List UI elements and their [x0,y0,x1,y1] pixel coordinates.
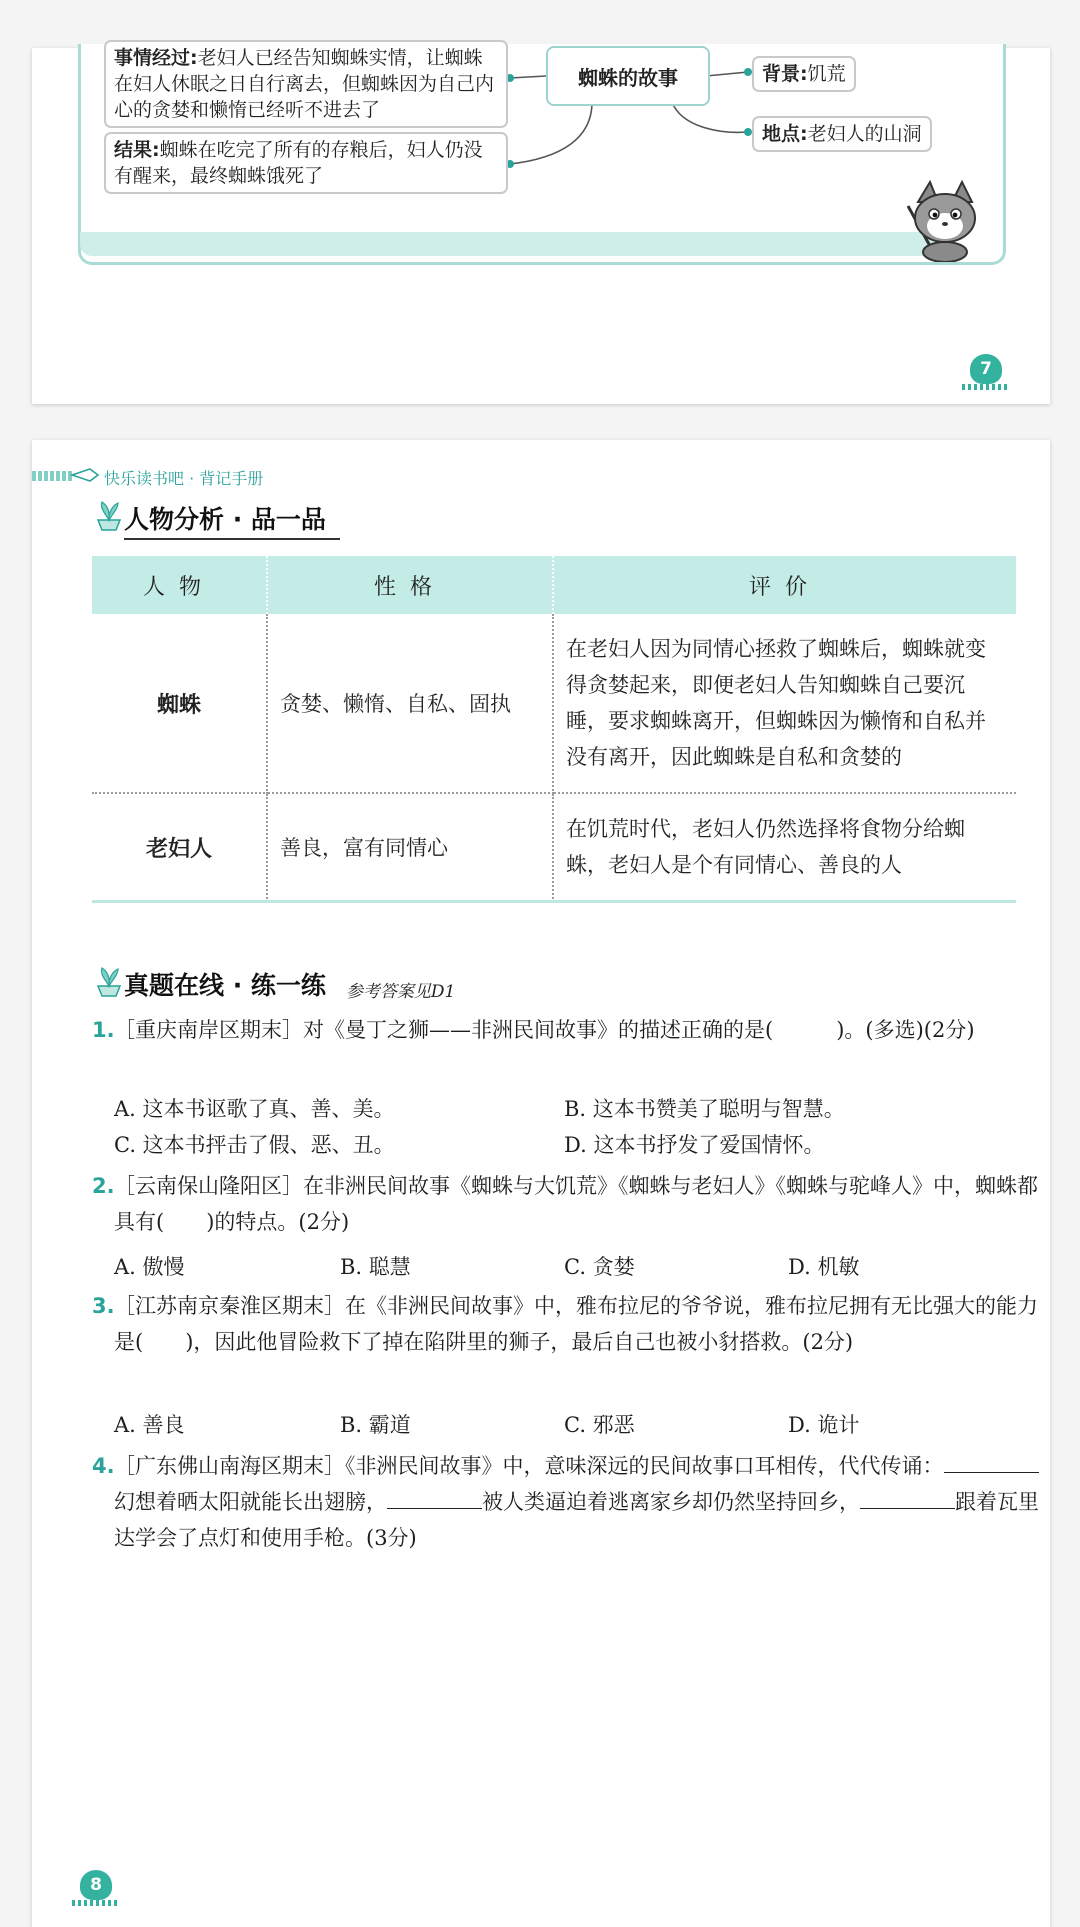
question-number: 1. [92,1018,115,1042]
option-d: D. 这本书抒发了爱国情怀。 [564,1133,825,1157]
page-number-badge: 7 [970,354,1002,384]
plant-icon [94,498,124,532]
box-label: 结果: [114,139,160,161]
option-b: B. 这本书赞美了聪明与智慧。 [564,1097,845,1121]
box-label: 事情经过: [114,47,198,69]
connector-dot [744,68,752,76]
question-text: ［江苏南京秦淮区期末］在《非洲民间故事》中，雅布拉尼的爷爷说，雅布拉尼拥有无比强大的能力是( )，因此他冒险救下了掉在陷阱里的狮子，最后自己也被小豺搭救。(2分) [114,1294,1038,1354]
option-d: D. 机敏 [788,1255,860,1279]
question-4 [92,1448,1052,1556]
box-text: 老妇人已经告知蜘蛛实情，让蜘蛛在妇人休眠之日自行离去，但蜘蛛因为自己内心的贪婪和懒惰已经听不进去了 [114,47,495,121]
question-text: ［重庆南岸区期末］对《曼丁之狮——非洲民间故事》的描述正确的是( )。(多选)(2分) [114,1018,975,1042]
question-3 [92,1288,1052,1360]
box-label: 地点: [762,123,808,145]
plant-icon [94,964,124,998]
box-text: 蜘蛛在吃完了所有的存粮后，妇人仍没有醒来，最终蜘蛛饿死了 [114,139,483,187]
table-bottom-rule [92,900,1016,903]
connector-dot [744,128,752,136]
character-name: 蜘蛛 [92,614,267,793]
cat-mascot-icon [900,176,986,262]
character-table [92,556,1016,902]
mind-map-box-process [104,40,508,128]
section-title-text: 人物分析 · 品一品 [124,505,326,534]
option-b: B. 聪慧 [340,1255,411,1279]
question-text-part: 跟着瓦里达学会了点灯和使用手枪。(3分) [114,1490,1039,1550]
character-trait: 善良，富有同情心 [267,793,553,901]
question-text-part: 被人类逼迫着逃离家乡却仍然坚持回乡， [482,1490,860,1514]
mind-map-box-background [752,56,856,92]
section-title-text: 真题在线 · 练一练 [124,971,326,1000]
question-text-part: 幻想着晒太阳就能长出翅膀， [114,1490,387,1514]
option-a: A. 傲慢 [114,1255,185,1279]
column-header: 评价 [553,556,1016,614]
mind-map-box-location [752,116,932,152]
question-1 [92,1012,1052,1048]
box-text: 老妇人的山洞 [807,123,922,145]
option-c: C. 这本书抨击了假、恶、丑。 [114,1133,395,1157]
page-8 [32,440,1050,1927]
table-header-row [92,556,1016,614]
character-evaluation: 在饥荒时代，老妇人仍然选择将食物分给蜘蛛，老妇人是个有同情心、善良的人 [553,793,1016,901]
character-trait: 贪婪、懒惰、自私、固执 [267,614,553,793]
section-title-practice [124,966,455,1002]
column-header: 人物 [92,556,267,614]
character-name: 老妇人 [92,793,267,901]
answer-reference-note: 参考答案见D1 [345,982,456,1002]
answer-blank[interactable] [944,1450,1039,1473]
option-c: C. 贪婪 [564,1255,635,1279]
answer-blank[interactable] [860,1486,955,1509]
header-stripe [32,471,72,481]
section-title-character-analysis [124,500,326,536]
question-number: 4. [92,1454,115,1478]
column-header: 性格 [267,556,553,614]
table-row [92,614,1016,793]
page-7 [32,48,1050,404]
option-a: A. 这本书讴歌了真、善、美。 [114,1097,395,1121]
question-text: ［云南保山隆阳区］在非洲民间故事《蜘蛛与大饥荒》《蜘蛛与老妇人》《蜘蛛与驼峰人》中，蜘蛛都具有( )的特点。(2分) [114,1174,1038,1234]
box-label: 背景: [762,63,808,85]
header-title: 快乐读书吧 · 背记手册 [104,469,264,488]
mind-map-center: 蜘蛛的故事 [546,46,710,106]
character-evaluation: 在老妇人因为同情心拯救了蜘蛛后，蜘蛛就变得贪婪起来，即便老妇人告知蜘蛛自己要沉睡，要求蜘蛛离开，但蜘蛛因为懒惰和自私并没有离开，因此蜘蛛是自私和贪婪的 [553,614,1016,793]
mind-map-box-result [104,132,508,194]
question-2 [92,1168,1052,1240]
option-d: D. 诡计 [788,1413,860,1437]
table-row [92,793,1016,901]
box-text: 饥荒 [807,63,846,85]
question-number: 2. [92,1174,115,1198]
answer-blank[interactable] [387,1486,482,1509]
option-a: A. 善良 [114,1413,185,1437]
question-number: 3. [92,1294,115,1318]
option-c: C. 邪恶 [564,1413,635,1437]
question-text-part: ［广东佛山南海区期末］《非洲民间故事》中，意味深远的民间故事口耳相传，代代传诵： [114,1454,944,1478]
question-text [114,1448,1044,1556]
pencil-icon [70,466,100,484]
page-number-badge: 8 [80,1870,112,1900]
option-b: B. 霸道 [340,1413,411,1437]
title-underline [124,538,340,540]
